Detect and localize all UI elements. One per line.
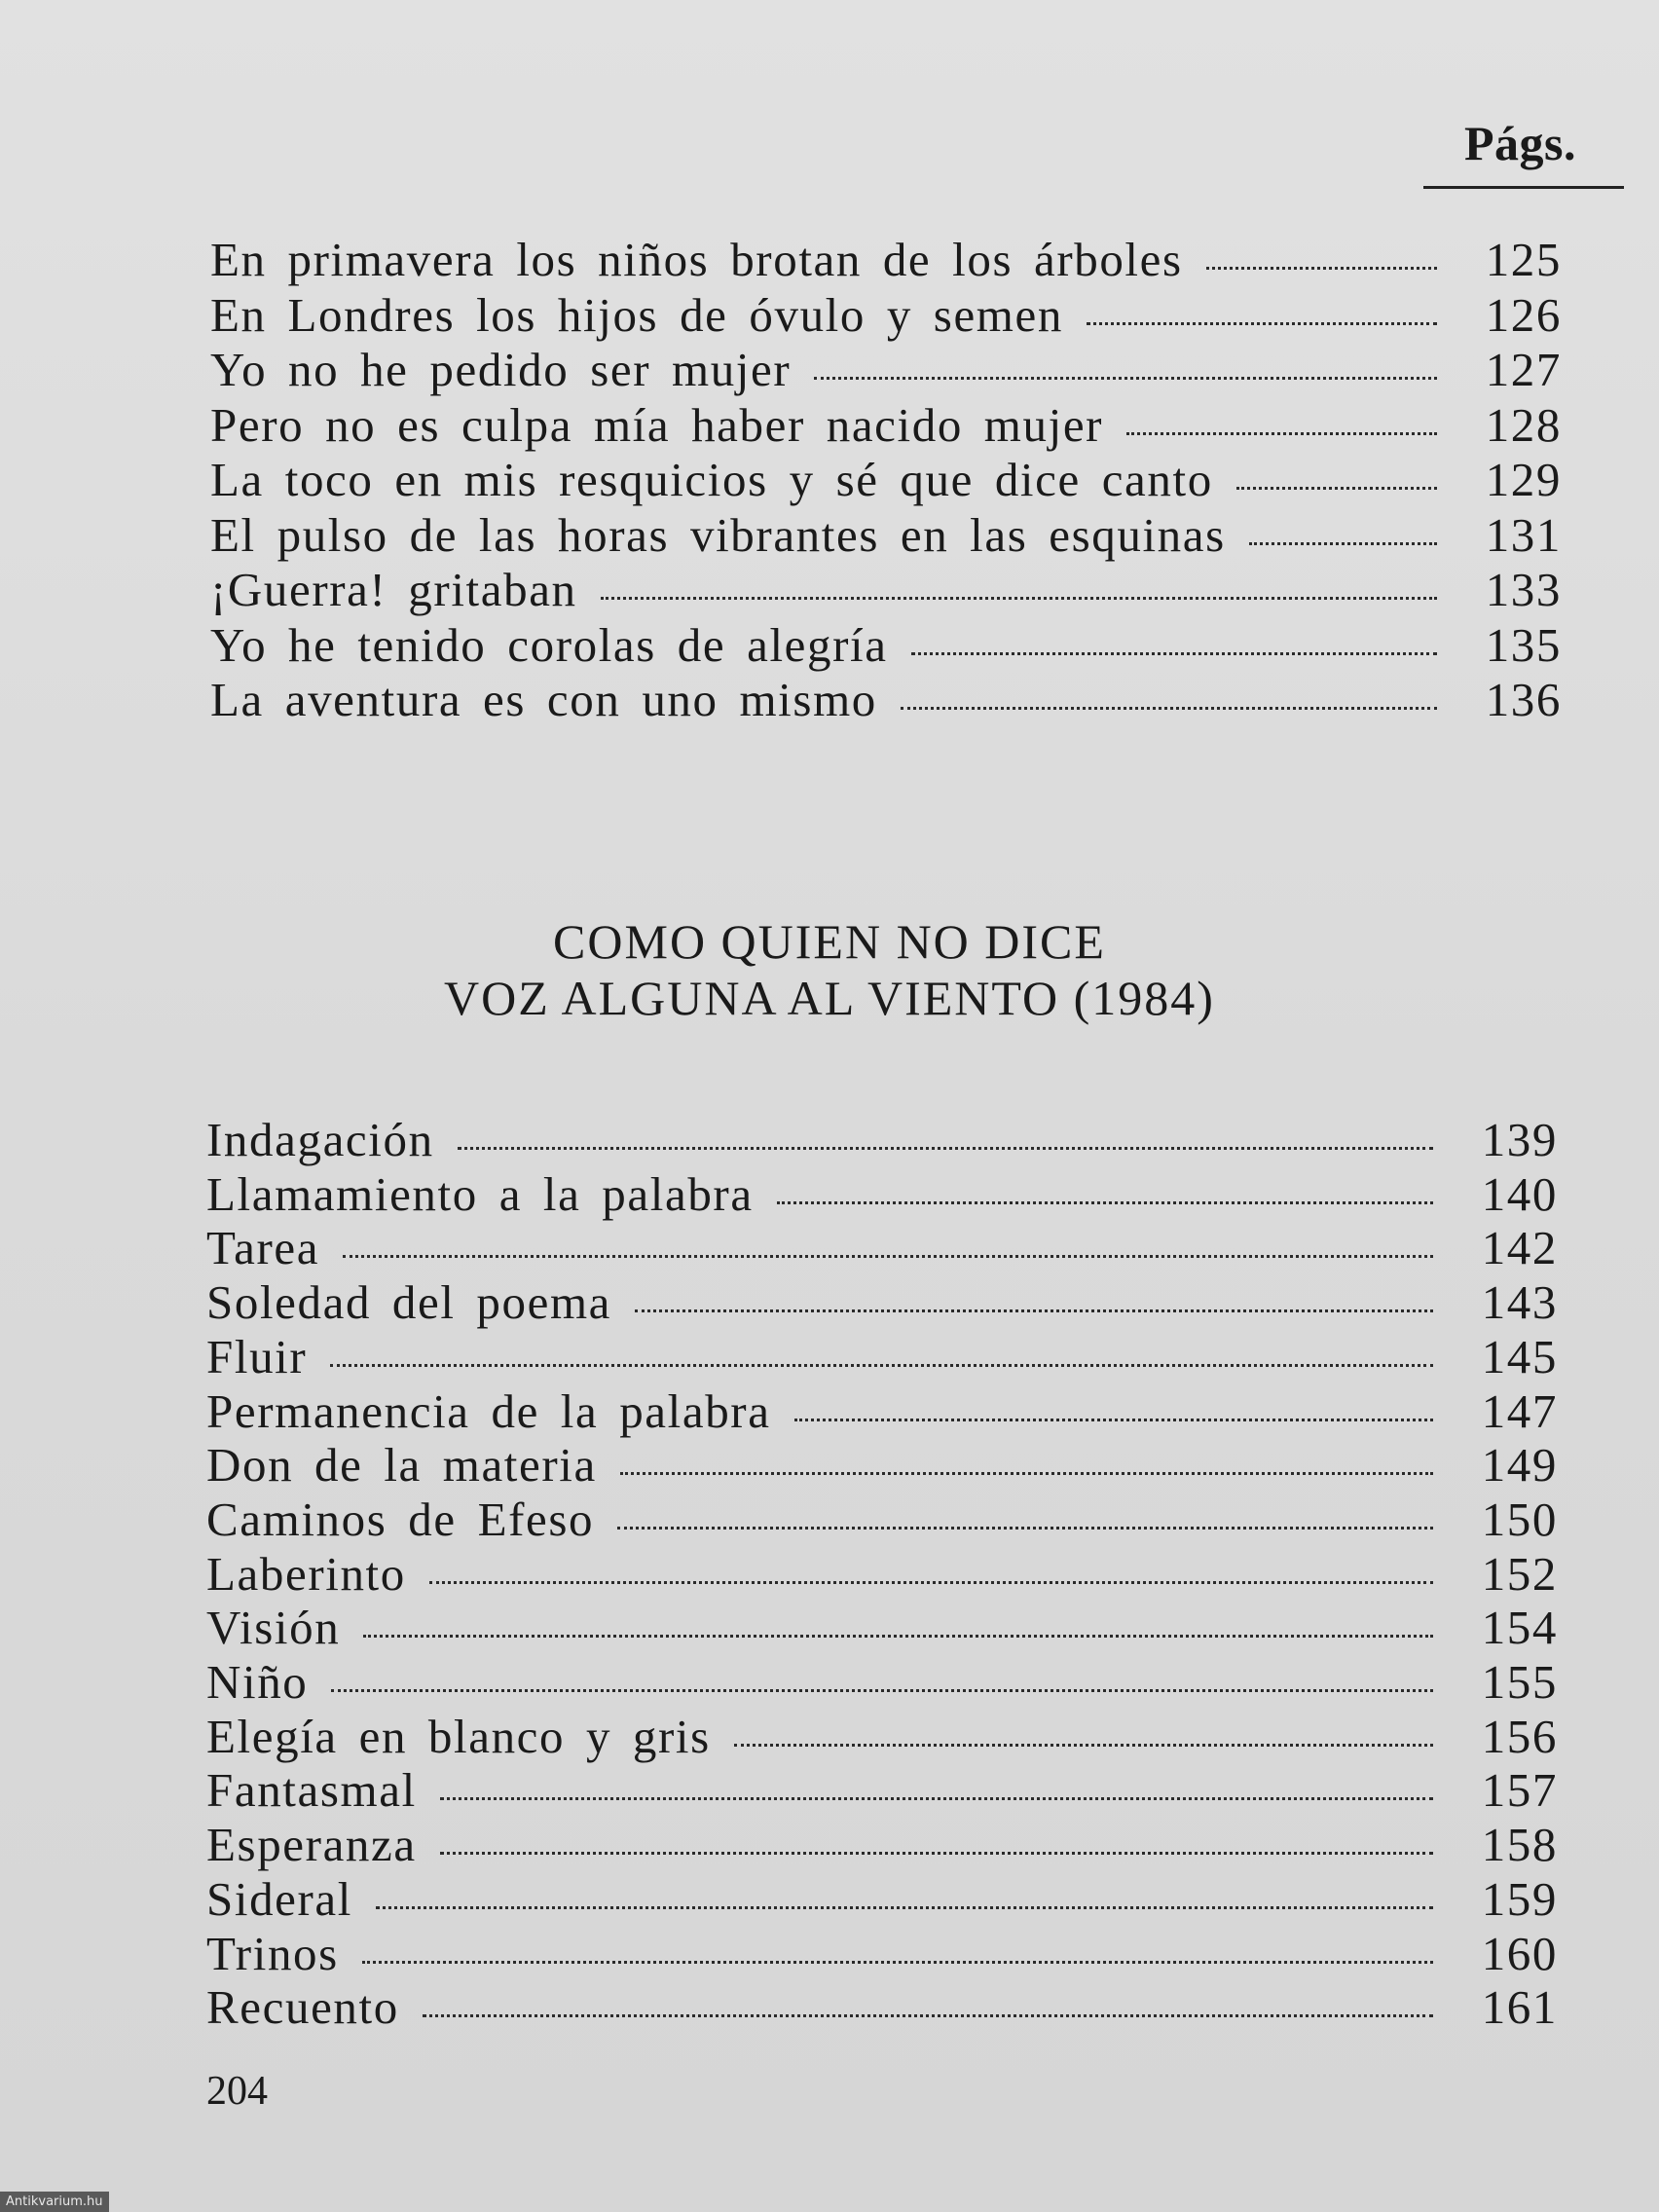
toc-entry-title: Elegía en blanco y gris [206, 1709, 711, 1763]
toc-entry-title: Trinos [206, 1926, 339, 1980]
toc-entry-page: 152 [1481, 1546, 1558, 1601]
dot-leader [1249, 541, 1437, 545]
toc-entry-title: Don de la materia [206, 1438, 597, 1493]
toc-entry-page: 128 [1485, 397, 1562, 452]
dot-leader [440, 1851, 1433, 1855]
toc-entry-page: 143 [1481, 1275, 1558, 1330]
toc-entry-title: En primavera los niños brotan de los árboles [210, 233, 1183, 286]
dot-leader [635, 1309, 1433, 1312]
toc-entry-page: 145 [1481, 1329, 1558, 1383]
toc-entry [210, 342, 1562, 396]
toc-entry [206, 1329, 1558, 1383]
toc-entry-page: 140 [1481, 1166, 1558, 1221]
toc-entry [206, 1112, 1558, 1166]
toc-entry [210, 562, 1562, 616]
toc-entry-title: Yo he tenido corolas de alegría [210, 617, 888, 672]
toc-entry-page: 142 [1481, 1221, 1558, 1275]
toc-entry-title: Tarea [206, 1221, 320, 1275]
toc-entry [206, 1166, 1558, 1221]
toc-entry [206, 1492, 1558, 1546]
dot-leader [363, 1634, 1433, 1638]
dot-leader [362, 1960, 1433, 1964]
dot-leader [734, 1743, 1433, 1747]
dot-leader [330, 1363, 1433, 1367]
toc-entry-page: 147 [1481, 1383, 1558, 1438]
toc-entry [206, 1220, 1558, 1274]
dot-leader [617, 1526, 1433, 1530]
toc-entry-title: Caminos de Efeso [206, 1492, 595, 1546]
toc-entry [206, 1654, 1558, 1709]
dot-leader [794, 1418, 1433, 1421]
toc-entry-page: 160 [1481, 1926, 1558, 1980]
toc-entry [210, 672, 1562, 726]
toc-entry-page: 154 [1481, 1601, 1558, 1655]
dot-leader [440, 1796, 1433, 1800]
toc-entry-title: Indagación [206, 1113, 434, 1166]
dot-leader [1236, 486, 1437, 490]
dot-leader [343, 1254, 1433, 1258]
toc-entry-title: Yo no he pedido ser mujer [210, 343, 792, 396]
toc-entry-title: Llamamiento a la palabra [206, 1166, 754, 1221]
toc-entry-title: Niño [206, 1655, 309, 1709]
toc-entry [206, 1979, 1558, 2034]
toc-entry-page: 150 [1481, 1492, 1558, 1546]
dot-leader [1126, 431, 1437, 435]
toc-entry [206, 1274, 1558, 1329]
dot-leader [601, 596, 1437, 600]
toc-entry-page: 129 [1485, 453, 1562, 506]
toc-entry-title: Sideral [206, 1871, 352, 1926]
dot-leader [331, 1688, 1433, 1692]
watermark-logo: Antikvarium.hu [0, 2192, 109, 2212]
page-number: 204 [206, 2069, 268, 2114]
toc-entry-page: 136 [1485, 673, 1562, 726]
toc-entry-page: 135 [1485, 617, 1562, 672]
toc-entry-title: Soledad del poema [206, 1275, 612, 1330]
dot-leader [620, 1471, 1433, 1475]
toc-entry [210, 617, 1562, 672]
toc-entry-page: 161 [1481, 1980, 1558, 2035]
toc-entry-page: 155 [1481, 1655, 1558, 1709]
toc-entry-title: Fantasmal [206, 1763, 417, 1818]
toc-entry-page: 159 [1481, 1871, 1558, 1926]
toc-entry-page: 139 [1481, 1113, 1558, 1166]
toc-entry-title: ¡Guerra! gritaban [210, 563, 577, 616]
section-heading-line-2: VOZ ALGUNA AL VIENTO (1984) [444, 971, 1215, 1025]
toc-entry-page: 127 [1485, 343, 1562, 396]
dot-leader [458, 1146, 1433, 1150]
toc-entry [206, 1437, 1558, 1492]
toc-entry-page: 157 [1481, 1763, 1558, 1818]
dot-leader [429, 1580, 1433, 1584]
toc-entry-title: En Londres los hijos de óvulo y semen [210, 287, 1063, 342]
toc-entry [210, 287, 1562, 342]
dot-leader [376, 1905, 1433, 1909]
dot-leader [911, 651, 1437, 655]
toc-entry [206, 1546, 1558, 1601]
toc-entry [206, 1762, 1558, 1817]
section-heading [0, 913, 1659, 1026]
toc-entry [206, 1871, 1558, 1926]
dot-leader [423, 2013, 1433, 2017]
header-rule [1423, 186, 1624, 189]
toc-entry-title: Recuento [206, 1980, 399, 2035]
dot-leader [1206, 266, 1437, 270]
toc-entry-title: Visión [206, 1601, 341, 1655]
toc-entry-title: La aventura es con uno mismo [210, 673, 877, 726]
toc-entry-title: Permanencia de la palabra [206, 1383, 771, 1438]
toc-entry-title: Pero no es culpa mía haber nacido mujer [210, 397, 1104, 452]
toc-entry-page: 125 [1485, 233, 1562, 286]
section-heading-line-1: COMO QUIEN NO DICE [553, 914, 1106, 969]
toc-entry-page: 158 [1481, 1818, 1558, 1872]
toc-entry-title: Laberinto [206, 1546, 406, 1601]
toc-entry-page: 133 [1485, 563, 1562, 616]
dot-leader [777, 1200, 1433, 1204]
dot-leader [901, 706, 1437, 710]
toc-entry-page: 149 [1481, 1438, 1558, 1493]
toc-entry-title: La toco en mis resquicios y sé que dice canto [210, 453, 1213, 506]
toc-entry [210, 232, 1562, 286]
toc-entry [206, 1926, 1558, 1980]
toc-entry-title: Fluir [206, 1329, 308, 1383]
toc-entry [210, 507, 1562, 562]
toc-entry-page: 131 [1485, 507, 1562, 562]
toc-entry [206, 1709, 1558, 1763]
dot-leader [814, 376, 1437, 380]
pages-column-header: Págs. [1464, 116, 1576, 170]
toc-entry [206, 1383, 1558, 1438]
toc-entry-title: El pulso de las horas vibrantes en las esquinas [210, 507, 1226, 562]
toc-entry-page: 126 [1485, 287, 1562, 342]
toc-entry-title: Esperanza [206, 1818, 417, 1872]
toc-entry-page: 156 [1481, 1709, 1558, 1763]
toc-entry [206, 1600, 1558, 1654]
toc-entry [210, 452, 1562, 506]
toc-entry [210, 397, 1562, 452]
dot-leader [1087, 321, 1437, 325]
toc-entry [206, 1817, 1558, 1871]
